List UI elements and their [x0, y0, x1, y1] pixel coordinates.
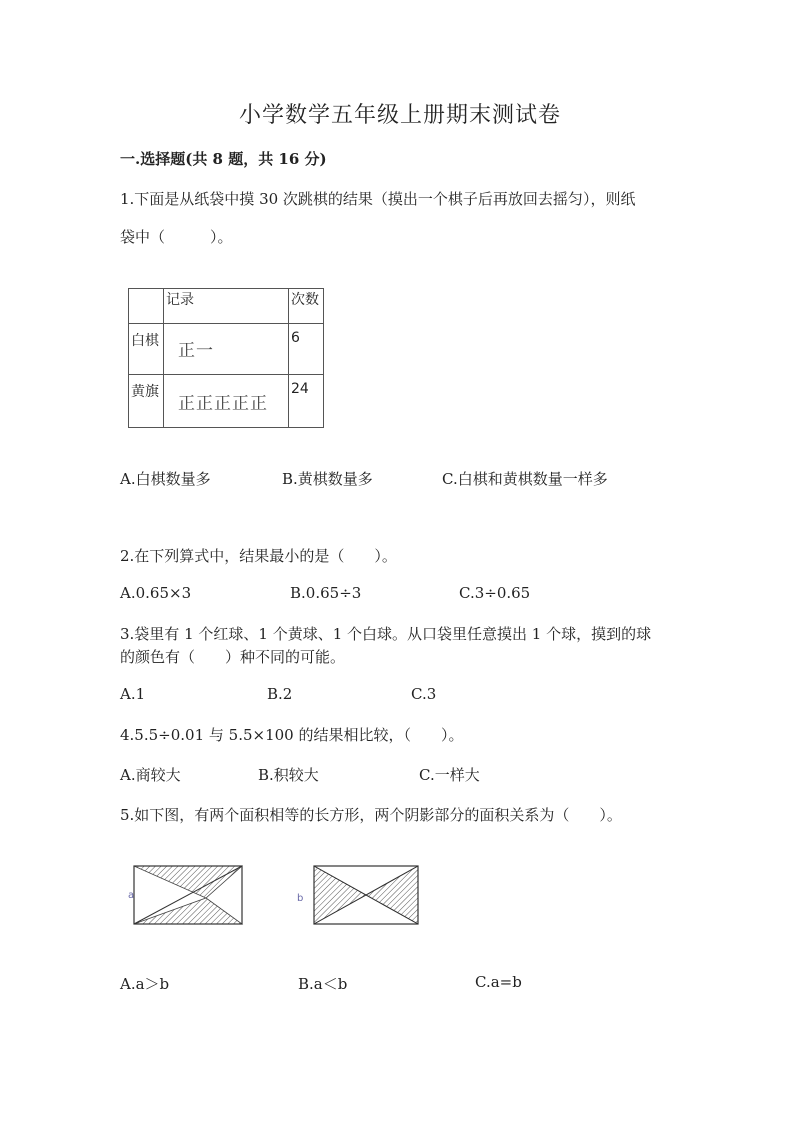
- page-title: 小学数学五年级上册期末测试卷: [238, 103, 561, 128]
- tally-record: 正一: [178, 341, 214, 361]
- section-heading: 一.选择题(共 8 题，共 16 分): [120, 150, 327, 168]
- q3-option-c[interactable]: C.3: [411, 685, 437, 703]
- q3-option-b[interactable]: B.2: [267, 685, 293, 703]
- tally-record: 正正正正正: [178, 394, 268, 414]
- question-5: 5.如下图，有两个面积相等的长方形，两个阴影部分的面积关系为（ ）。: [120, 806, 622, 824]
- q1-option-c[interactable]: C.白棋和黄棋数量一样多: [442, 470, 608, 488]
- q5-option-a[interactable]: A.a＞b: [120, 975, 170, 993]
- q5-option-c[interactable]: C.a=b: [475, 973, 522, 991]
- tally-table: [128, 288, 324, 428]
- figure-label-b: b: [297, 893, 304, 904]
- table-header-cell: 次数: [289, 289, 324, 324]
- table-header-cell: 记录: [164, 289, 289, 324]
- q2-option-c[interactable]: C.3÷0.65: [459, 584, 531, 602]
- question-4: 4.5.5÷0.01 与 5.5×100 的结果相比较，（ ）。: [120, 726, 464, 744]
- tally-marks: [164, 375, 289, 428]
- q5-option-b[interactable]: B.a＜b: [298, 975, 348, 993]
- question-3-line-1: 3.袋里有 1 个红球、1 个黄球、1 个白球。从口袋里任意摸出 1 个球，摸到的球: [120, 625, 652, 643]
- q3-option-a[interactable]: A.1: [120, 685, 146, 703]
- rectangle-a: [134, 866, 242, 924]
- tally-marks: [164, 324, 289, 375]
- q2-option-b[interactable]: B.0.65÷3: [290, 584, 362, 602]
- question-3-line-2: 的颜色有（ ）种不同的可能。: [120, 648, 346, 666]
- figure-label-a: a: [128, 890, 135, 901]
- q1-option-b[interactable]: B.黄棋数量多: [282, 470, 373, 488]
- table-header-row: [129, 289, 324, 324]
- rectangle-b: [314, 866, 418, 924]
- q4-option-c[interactable]: C.一样大: [419, 766, 480, 784]
- row-count: 6: [289, 324, 324, 375]
- rectangles-figure: [118, 858, 428, 934]
- question-1-line-1: 1.下面是从纸袋中摸 30 次跳棋的结果（摸出一个棋子后再放回去摇匀），则纸: [120, 190, 636, 208]
- row-label: 黄旗: [129, 375, 164, 428]
- q4-option-a[interactable]: A.商较大: [120, 766, 181, 784]
- row-label: 白棋: [129, 324, 164, 375]
- question-1-line-2: 袋中（ ）。: [120, 228, 233, 246]
- row-count: 24: [289, 375, 324, 428]
- q4-option-b[interactable]: B.积较大: [258, 766, 319, 784]
- table-row: [129, 375, 324, 428]
- question-2: 2.在下列算式中，结果最小的是（ ）。: [120, 547, 397, 565]
- table-row: [129, 324, 324, 375]
- q2-option-a[interactable]: A.0.65×3: [120, 584, 192, 602]
- table-header-cell: [129, 289, 164, 324]
- q1-option-a[interactable]: A.白棋数量多: [120, 470, 211, 488]
